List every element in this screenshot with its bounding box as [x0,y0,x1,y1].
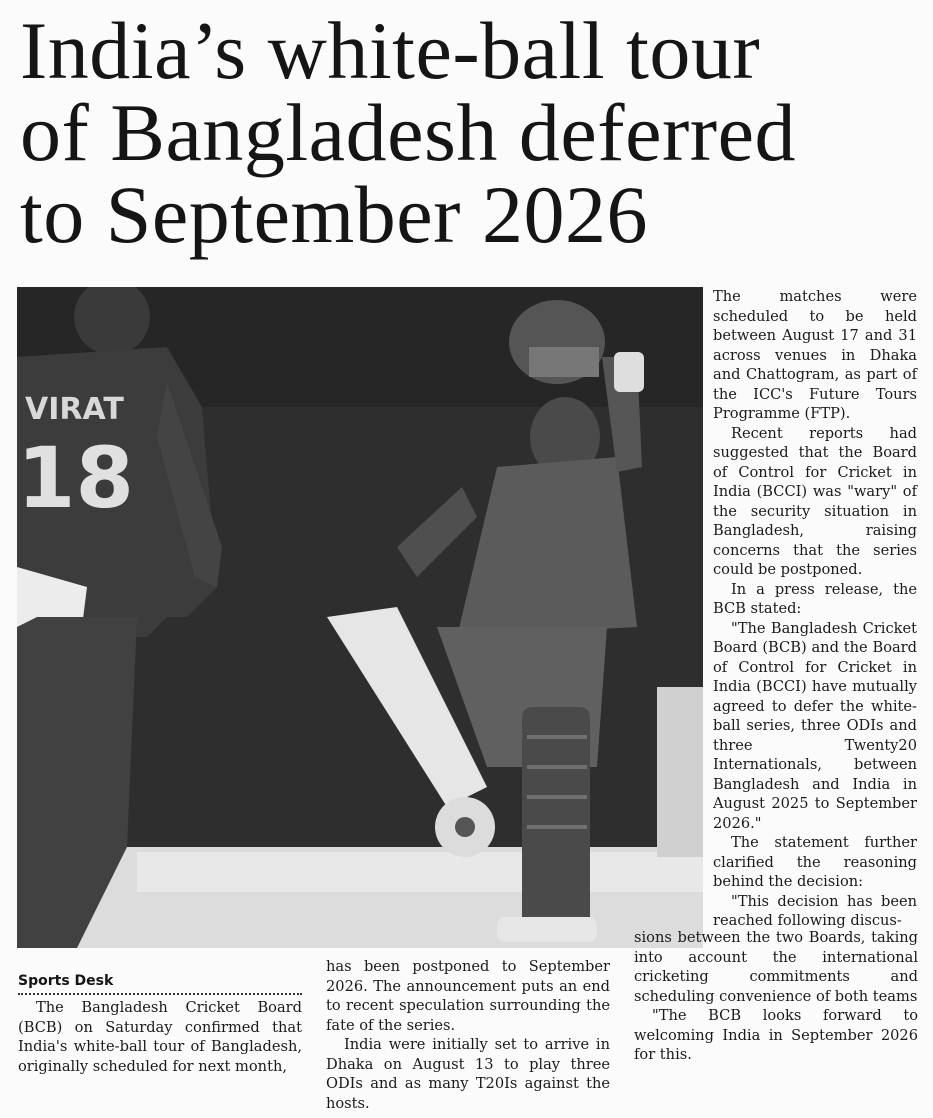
paragraph: The statement further clarified the reasoning behind the decision: [713,834,917,890]
paragraph: "The BCB looks forward to welcoming India in September 2026 for this. [634,1007,918,1063]
paragraph: In a press release, the BCB stated: [713,580,917,617]
headline [20,5,920,260]
paragraph: sions between the two Boards, taking into account the international cricketing commitments and scheduling convenience of both teams [634,929,918,1005]
cricket-celebration-image [17,287,703,948]
paragraph: "The Bangladesh Cricket Board (BCB) and the Board of Control for Cricket in India (BCCI) have mutually agreed to defer the white-ball series, three ODIs and three Twenty20 Internationals, between Bangladesh and India in August 2025 to September 2026." [713,619,917,832]
jersey-number: 18 [17,429,134,527]
paragraph: The Bangladesh Cricket Board (BCB) on Saturday confirmed that India's white-ball tour of Bangladesh, originally scheduled for next month, [18,999,302,1075]
byline: Sports Desk [18,972,302,995]
article-column-1 [18,972,302,1076]
paragraph: India were initially set to arrive in Dhaka on August 13 to play three ODIs and as many T20Is against the hosts. [326,1036,610,1112]
article-column-3 [634,928,918,1065]
paragraph: "This decision has been reached following discus- [713,892,917,929]
article-column-2 [326,957,610,1113]
paragraph: Recent reports had suggested that the Board of Control for Cricket in India (BCCI) was "wary" of the security situation in Bangladesh, raising concerns that the series could be postponed. [713,424,917,578]
article-column-right [713,287,917,931]
paragraph: The matches were scheduled to be held between August 17 and 31 across venues in Dhaka and Chattogram, as part of the ICC's Future Tours Programme (FTP). [713,288,917,422]
headline-line: of Bangladesh deferred [20,87,796,178]
headline-line: to September 2026 [20,169,648,260]
paragraph: has been postponed to September 2026. The announcement puts an end to recent speculation surrounding the fate of the series. [326,958,610,1034]
headline-line: India’s white-ball tour [20,5,761,96]
article-photo [17,287,703,948]
jersey-name: VIRAT [25,392,124,427]
